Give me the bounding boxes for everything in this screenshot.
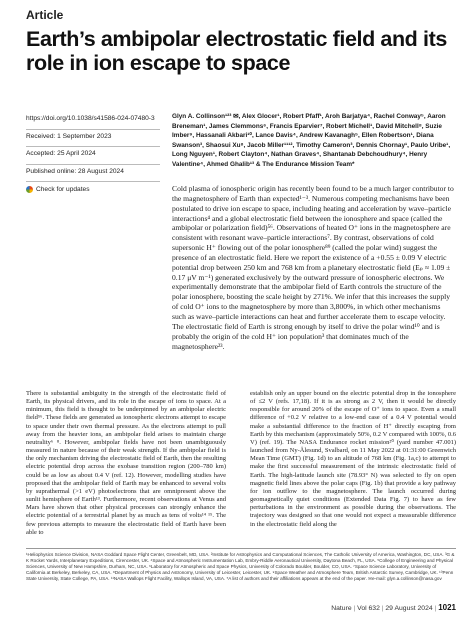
affiliations-footnote: ¹Heliophysics Science Division, NASA Goddard Space Flight Center, Greenbelt, MD, USA. ²Institute for Astrophysics and Computational Sciences, The Catholic University of America, Washington, DC, USA. ³G & K Rocket Yards, Interplanetary Expeditions, Cirencester, UK. ⁴Space and Atmospheric Instrumentation Lab, Embry-Riddle Aeronautical University, Daytona Beach, FL, USA. ⁵College of Engineering and Physical Sciences, University of New Hampshire, Durham, NC, USA. ⁶Laboratory for Atmospheric and Space Physics, University of Colorado Boulder, Boulder, CO, USA. ⁷Space Science Laboratory, University of California at Berkeley, Berkeley, CA, USA. ⁸Department of Physics and Astronomy, University of Leicester, Leicester, UK. ⁹Space Weather and Atmosphere Team, British Antarctic Survey, Cambridge, UK. ¹⁰Penn State University, State College, PA, USA. ¹¹NASA Wallops Flight Facility, Wallops Island, VA, USA. *A list of authors and their affiliations appears at the end of the paper. ✉e-mail: glyn.a.collinson@nasa.gov	[26, 548, 456, 582]
issue-date: 29 August 2024	[385, 605, 433, 612]
body-text-right-column: establish only an upper bound on the electric potential drop in the ionosphere of ≤2 V (refs. 17,18). If it is as strong as 2 V, then it would be directly responsible for around 20% of the escape of O⁺ ions to space. Even a small difference of +0.2 V relative to a low-end case of a 0.4 V potential would make a substantial difference to the fraction of H⁺ directly escaping from Earth by this mechanism (approximately 50%, 0.2 V compared with 100%, 0.6 V) (ref. 19). The NASA Endurance rocket mission²⁰ (yard number 47.001) launched from Ny-Ålesund, Svalbard, on 11 May 2022 at 01:31:00 Greenwich Mean Time (GMT) (Fig. 1d) to an altitude of 768 km (Fig. 1a,c) to attempt to make the first successful measurement of the intrinsic electrostatic field of Earth. The high-latitude launch site (78.93° N) was selected to fly on open magnetic field lines above the polar caps (Fig. 1b) that provide a key pathway for ion outflow to the magnetosphere. The launch occurred during geomagnetically quiet conditions (Extended Data Fig. 7) to have as few perturbations in the environment as possible during the observations. The trajectory was designed so that one would not expect a measurable difference in the electrostatic field along the	[250, 390, 456, 528]
journal-name: Nature	[331, 605, 352, 612]
article-title: Earth’s ambipolar electrostatic field and its role in ion escape to space	[26, 27, 447, 75]
body-text-left-column: There is substantial ambiguity in the strength of the electrostatic field of Earth, its physical drivers, and its role in the escape of ions to space. At a minimum, this field is thought to be underpinned by an ambipolar electric field⁵⁶. These fields are generated as ionospheric electrons attempt to escape to space under their own thermal pressure. As the electrons attempt to pull away from the heavier ions, an ambipolar field arises to maintain charge neutrality⁶ ⁸. However, ambipolar fields have not been unambiguously measured in nature because of their weak strength. If the ambipolar field is the only mechanism driving the electrostatic field of Earth, then the resulting electric potential drop across the exobase transition region (200–780 km) could be as low as about 0.4 V (ref. 12). However, modelling studies have proposed that the ambipolar field of Earth may be enhanced to several volts by suprathermal (>1 eV) photoelectrons that are omnipresent above the sunlit hemisphere of Earth¹³. Furthermore, recent observations at Venus and Mars have shown that other physical processes can strongly enhance the electric potential of a terrestrial planet by as much as tens of volts¹⁴ ¹⁵. The few previous attempts to measure the electrostatic field of Earth have been able to	[26, 390, 226, 536]
journal-volume: Vol 632	[357, 605, 380, 612]
doi-link[interactable]: https://doi.org/10.1038/s41586-024-07480-3	[26, 112, 160, 130]
published-date: Published online: 28 August 2024	[26, 165, 160, 183]
page-footer: Nature | Vol 632 | 29 August 2024 | 1021	[331, 603, 456, 612]
article-metadata	[26, 112, 160, 196]
check-updates-link[interactable]	[26, 182, 160, 196]
abstract: Cold plasma of ionospheric origin has recently been found to be a much larger contributor to the magnetosphere of Earth than expected¹⁻³. Numerous competing mechanisms have been postulated to drive ion escape to space, including heating and acceleration by wave–particle interactions⁴ and a global electrostatic field between the ionosphere and space (called the ambipolar or polarization field)⁵⁶. Observations of heated O⁺ ions in the magnetosphere are consistent with resonant wave–particle interactions⁷. By contrast, observations of cold supersonic H⁺ flowing out of the polar ionosphere⁸⁹ (called the polar wind) suggest the presence of an electrostatic field. Here we report the existence of a +0.55 ± 0.09 V electric potential drop between 250 km and 768 km from a planetary electrostatic field (Eₚ ≈ 1.09 ± 0.17 μV m⁻¹) generated exclusively by the outward pressure of ionospheric electrons. We experimentally demonstrate that the ambipolar field of Earth controls the structure of the polar ionosphere, boosting the scale height by 271%. We infer that this increases the supply of cold O⁺ ions to the magnetosphere by more than 3,800%, in which other mechanisms such as wave–particle interactions can heat and further accelerate them to escape velocity. The electrostatic field of Earth is strong enough by itself to drive the polar wind¹⁰ and is probably the origin of the cold H⁺ ion population³ that dominates much of the magnetosphere²³.	[172, 184, 454, 351]
page-number: 1021	[438, 603, 456, 612]
received-date: Received: 1 September 2023	[26, 130, 160, 148]
accepted-date: Accepted: 25 April 2024	[26, 147, 160, 165]
crossmark-icon	[26, 186, 33, 193]
author-list: Glyn A. Collinson¹²³ ✉, Alex Glocer¹, Robert Pfaff¹, Aroh Barjatya⁴, Rachel Conway⁵, Aaron Breneman¹, James Clemmons⁶, Francis Eparvier⁷, Robert Michell¹, David Mitchell⁸, Suzie Imber⁹, Hassanali Akbari¹⁰, Lance Davis⁴, Andrew Kavanagh⁵, Ellen Robertson¹, Diana Swanson³, Shaosui Xu⁸, Jacob Miller¹¹¹², Timothy Cameron³, Dennis Chornay¹, Paulo Uribe¹, Long Nguyen¹, Robert Clayton⁴, Nathan Graves⁴, Shantanab Debchoudhury⁴, Henry Valentine⁴, Ahmed Ghalib¹³ & The Endurance Mission Team*	[172, 113, 451, 168]
check-updates-label: Check for updates	[36, 185, 90, 193]
article-type-label: Article	[26, 8, 64, 22]
